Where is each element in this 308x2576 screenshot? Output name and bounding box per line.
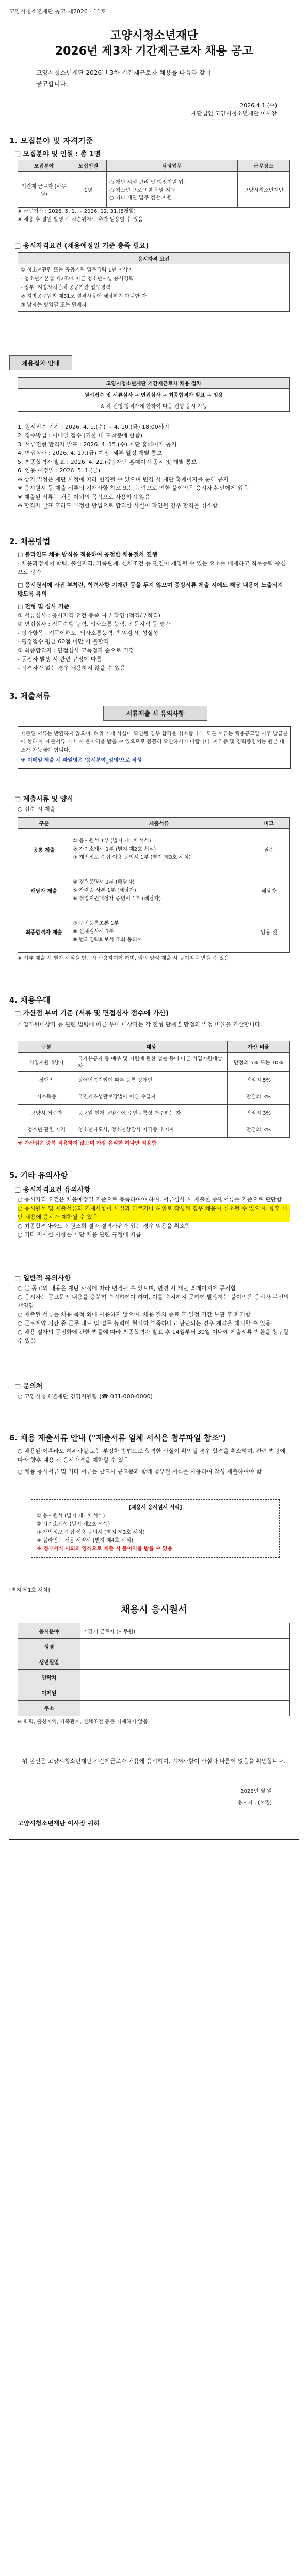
section-1-subtitle-2: □ 응시자격요건 (채용예정일 기준 충족 필요) xyxy=(14,242,149,250)
cell-count: 1명 xyxy=(70,172,107,208)
form-guide-box-item: ④ 블라인드 채용 서약서 (별지 제4호 서식) xyxy=(37,1538,134,1544)
form-title: 채용시 응시원서 xyxy=(121,1604,187,1615)
form-table-wrap xyxy=(18,1623,290,1726)
submission-notice-text: 제출된 서류는 반환하지 않으며, 허위 기재 사실이 확인될 경우 합격을 취소합니다. 모든 서류는 채용공고일 이후 발급분에 한하며, 제출서류 미비 시 불이익을 받을 수 있으므로 꼼꼼히 확인하시기 바랍니다. 자격증 및 경력증명서는 원본 대조가 가능해야 합니다. xyxy=(21,731,288,753)
requirement-item: ① 청소년관련 또는 공공기관 업무경력 1년 이상자 xyxy=(21,267,133,273)
notice-date: 2026.4.1.(수) xyxy=(240,102,277,109)
procedure-list xyxy=(18,422,290,510)
procedure-item: ※ 제출된 서류는 채용 이외의 목적으로 사용하지 않음 xyxy=(18,494,150,500)
bonus-note: ※ 가산점은 중복 적용하지 않으며 가장 유리한 하나만 적용함 xyxy=(18,1141,157,1146)
requirement-item: ② 지방공무원법 제31조 결격사유에 해당하지 아니한 자 xyxy=(21,294,147,299)
form-lined-area xyxy=(18,1850,290,2576)
col-header-place: 근무장소 xyxy=(238,160,290,172)
bonus-cell: 장애인복지법에 따른 등록 장애인 xyxy=(75,1072,228,1088)
procedure-note: ※ 각 전형 합격자에 한하여 다음 전형 응시 가능 xyxy=(18,400,290,412)
bonus-subtitle: □ 가산점 부여 기준 (서류 및 면접심사 점수에 가산) xyxy=(14,1010,169,1018)
documents-table-wrap xyxy=(18,817,290,963)
caution-item: ○ 응시원서 및 제출서류의 기재사항이 사실과 다르거나 허위로 작성된 경우 채용이 취소될 수 있으며, 향후 재단 채용에 응시가 제한될 수 있음 xyxy=(18,1204,290,1222)
requirement-item: - 청소년기본법 제2조에 따른 청소년시설 종사경력 xyxy=(21,276,134,282)
caution-list-1 xyxy=(18,1195,290,1239)
doc-col-header: 비고 xyxy=(248,818,290,829)
procedure-header: 고양시청소년재단 기간제근로자 채용 절차 xyxy=(18,378,290,389)
organization-title: 고양시청소년재단 xyxy=(110,29,198,42)
section-2-title: 2. 채용방법 xyxy=(9,537,51,546)
bonus-cell: 국가유공자 등 예우 및 지원에 관한 법률 등에 따른 취업지원대상자 xyxy=(75,1053,228,1072)
bonus-cell: 장애인 xyxy=(18,1072,75,1088)
section-1-title: 1. 모집분야 및 자격기준 xyxy=(9,136,93,145)
caution-list-2 xyxy=(18,1284,290,1345)
form-guide-p2: ○ 채용 응시서류 및 기타 서류는 반드시 공고문과 함께 첨부된 서식을 사용하여 작성 제출하여야 함 xyxy=(18,1468,262,1475)
bonus-cell: 공고일 현재 고양시에 주민등록상 거주하는 자 xyxy=(75,1105,228,1121)
submission-notice-filename: ※ 이메일 제출 시 파일명은 '응시분야_성명'으로 작성 xyxy=(21,758,142,764)
contact-title: □ 문의처 xyxy=(14,1383,43,1391)
form-signature: 응시자 : (서명) xyxy=(238,1800,272,1806)
doc-row-label: 해당자 제출 xyxy=(18,870,70,911)
doc-row-docs: ① 응시원서 1부 (별지 제1호 서식) ② 자기소개서 1부 (별지 제2호 서식) ③ 개인정보 수집·이용 동의서 1부 (별지 제3호 서식) xyxy=(70,829,248,870)
doc-row-label: 공통 제출 xyxy=(18,829,70,870)
procedure-item: 2. 접수방법 : 이메일 접수 (기한 내 도착분에 한함) xyxy=(18,432,143,439)
bonus-cell: 만점의 5% xyxy=(228,1072,290,1088)
documents-table xyxy=(18,817,290,953)
form-field-label: 주소 xyxy=(18,1701,80,1716)
notice-title: 2026년 제3차 기간제근로자 채용 공고 xyxy=(55,45,253,58)
doc-row-label: 최종합격자 제출 xyxy=(18,911,70,953)
form-guide-box-note: ※ 첨부서식 이외의 양식으로 제출 시 불이익을 받을 수 있음 xyxy=(37,1546,173,1552)
form-label: [별지 제1호 서식] xyxy=(9,1588,50,1594)
form-guide-box-item: ② 자기소개서 (별지 제2호 서식) xyxy=(37,1521,110,1527)
requirement-item: ③ 남자는 병역필 또는 면제자 xyxy=(21,302,87,308)
procedure-bar: 채용절차 안내 xyxy=(9,355,72,370)
method-item: - 평정점수 평균 60점 미만 시 불합격 xyxy=(18,638,109,645)
caution-subtitle-2: □ 일반적 유의사항 xyxy=(14,1275,71,1282)
documents-title: □ 제출서류 및 양식 xyxy=(14,795,73,803)
caution-item: ○ 제출된 서류는 채용 목적 외에 사용하지 않으며, 채용 절차 종료 후 일정 기간 보관 후 파기함 xyxy=(18,1311,251,1318)
procedure-item: 1. 원서접수 기간 : 2026. 4. 1.(수) ~ 4. 10.(금) 18:00까지 xyxy=(18,423,169,430)
bonus-cell: 만점의 3% xyxy=(228,1105,290,1121)
bonus-table-wrap xyxy=(18,1041,290,1148)
procedure-item: ※ 합격자 발표 후라도 부정한 방법으로 합격한 사실이 확인될 경우 합격을 취소함 xyxy=(18,502,218,509)
procedure-table-wrap xyxy=(18,377,290,412)
col-header-field: 모집분야 xyxy=(18,160,70,172)
bonus-cell: 취업지원대상자 xyxy=(18,1053,75,1072)
doc-row-note: 임용 전 xyxy=(248,911,290,953)
bonus-col-header: 구분 xyxy=(18,1041,75,1053)
form-field-input[interactable] xyxy=(80,1639,290,1654)
section-6-title: 6. 채용 제출서류 안내 ("제출서류 일체 서식은 첨부파일 참조") xyxy=(9,1433,226,1443)
bonus-text: 취업지원대상자 등 관련 법령에 따른 우대 대상자는 각 전형 단계별 만점의 일정 비율을 가산합니다. xyxy=(18,1021,262,1028)
cell-duties: ○ 재단 시설 관리 및 행정지원 업무 ○ 청소년 프로그램 운영 지원 ○ 기타 재단 업무 전반 지원 xyxy=(107,172,238,208)
form-field-label: 생년월일 xyxy=(18,1654,80,1670)
documents-note: ※ 서류 제출 시 별지 서식을 반드시 사용하여야 하며, 임의 양식 제출 시 불이익을 받을 수 있음 xyxy=(18,956,230,961)
cell-place: 고양시청소년재단 xyxy=(238,172,290,208)
form-field-input[interactable] xyxy=(80,1670,290,1685)
method-p3: □ 응시원서에 사진 부착란, 학력사항 기재란 등을 두지 않으며 증빙서류 제출 시에도 해당 내용이 노출되지 않도록 유의 xyxy=(18,582,283,597)
form-field-label: 연락처 xyxy=(18,1670,80,1685)
form-guide-box-item: ① 응시원서 (별지 제1호 서식) xyxy=(37,1513,105,1519)
form-footer: 고양시청소년재단 이사장 귀하 xyxy=(18,1820,100,1827)
procedure-item: ※ 응시원서 등 제출 서류의 기재사항 착오 또는 누락으로 인한 불이익은 응시자 본인에게 있음 xyxy=(18,485,249,492)
caution-item: ○ 채용 절차의 공정화에 관한 법률에 따라 최종합격자 발표 후 14일부터 30일 이내에 제출서류 반환을 청구할 수 있음 xyxy=(18,1329,289,1344)
form-field-value: 기간제 근로자 (사무원) xyxy=(80,1623,290,1639)
doc-col-header: 구분 xyxy=(18,818,70,829)
method-item: ③ 최종합격자 : 면접심사 고득점자 순으로 결정 xyxy=(18,647,134,654)
documents-subtitle: ○ 접수 시 제출 xyxy=(18,806,56,812)
caution-item: ○ 응시자격 요건은 채용예정일 기준으로 충족하여야 하며, 서류심사 시 제출한 증빙서류를 기준으로 판단함 xyxy=(18,1196,282,1203)
form-field-label: 이메일 xyxy=(18,1685,80,1701)
bonus-cell: 만점의 5% 또는 10% xyxy=(228,1053,290,1072)
bonus-cell: 고양시 거주자 xyxy=(18,1105,75,1121)
doc-row-docs: ④ 경력증명서 1부 (해당자) ⑤ 자격증 사본 1부 (해당자) ⑥ 취업지원대상자 증명서 1부 (해당자) xyxy=(70,870,248,911)
method-p1: □ 블라인드 채용 방식을 적용하여 공정한 채용절차 진행 xyxy=(18,551,157,558)
requirements-cell xyxy=(18,264,290,312)
method-text xyxy=(18,550,290,672)
procedure-item: 4. 면접심사 : 2026. 4. 17.(금) 예정, 세부 일정 개별 통보 xyxy=(18,450,163,456)
bonus-cell: 만점의 3% xyxy=(228,1121,290,1138)
procedure-item: ※ 상기 일정은 재단 사정에 따라 변경될 수 있으며 변경 시 재단 홈페이지를 통해 공지 xyxy=(18,476,229,483)
method-item: - 적격자가 없는 경우 채용하지 않을 수 있음 xyxy=(18,665,126,671)
method-p4: □ 전형 및 심사 기준 xyxy=(18,603,70,610)
positions-table xyxy=(18,160,290,208)
form-guide-box-title: [채용시 응시원서 서식] xyxy=(128,1505,182,1511)
bonus-cell: 만점의 3% xyxy=(228,1088,290,1105)
cell-field: 기간제 근로자 (사무원) xyxy=(18,172,70,208)
form-date: 2026년 월 일 xyxy=(240,1789,272,1794)
positions-table-wrap xyxy=(18,160,290,224)
form-field-label: 성명 xyxy=(18,1639,80,1654)
bonus-cell: 국민기초생활보장법에 따른 수급자 xyxy=(75,1088,228,1105)
caution-item: ○ 기타 자세한 사항은 재단 채용 관련 규정에 따름 xyxy=(18,1231,141,1238)
form-statement: 위 본인은 고양시청소년재단 기간제근로자 채용에 응시하며, 기재사항이 사실과 다름이 없음을 확인합니다. xyxy=(22,1758,285,1765)
intro-line-2: 공고합니다. xyxy=(36,80,68,88)
form-field-label: 응시분야 xyxy=(18,1623,80,1639)
bonus-cell: 청소년 관련 자격 xyxy=(18,1121,75,1138)
section-4-title: 4. 채용우대 xyxy=(9,995,51,1005)
method-item: ② 면접심사 : 직무수행 능력, 의사소통 능력, 전문지식 등 평가 xyxy=(18,621,171,628)
caution-subtitle-1: □ 응시자격요건 유의사항 xyxy=(14,1186,90,1194)
caution-item: ○ 응시자는 공고문의 내용을 충분히 숙지하여야 하며, 이를 숙지하지 못하여 발생하는 불이익은 응시자 본인의 책임임 xyxy=(18,1294,289,1309)
procedure-item: 5. 최종합격자 발표 : 2026. 4. 22.(수) 재단 홈페이지 공지 및 개별 통보 xyxy=(18,459,197,465)
form-field-input[interactable] xyxy=(80,1685,290,1701)
doc-row-note: 해당자 xyxy=(248,870,290,911)
doc-col-header: 제출서류 xyxy=(70,818,248,829)
col-header-duties: 담당업무 xyxy=(107,160,238,172)
procedure-item: 3. 서류전형 합격자 발표 : 2026. 4. 15.(수) 재단 홈페이지 공지 xyxy=(18,441,177,448)
form-divider xyxy=(9,1839,299,1840)
method-item: - 동점자 발생 시 관련 규정에 따름 xyxy=(18,656,102,663)
intro-text xyxy=(36,67,273,90)
procedure-table xyxy=(18,377,290,412)
section-3-title: 3. 제출서류 xyxy=(9,691,51,701)
procedure-item: 6. 임용 예정일 : 2026. 5. 1.(금) xyxy=(18,467,101,474)
caution-item: ○ 근로계약 기간 중 근무 태도 및 업무 능력이 현저히 부족하다고 판단되는 경우 계약을 해지할 수 있음 xyxy=(18,1320,271,1327)
doc-row-docs: ⑦ 주민등록초본 1부 ⑧ 신체검사서 1부 ⑨ 범죄경력회보서 조회 동의서 xyxy=(70,911,248,953)
caution-item: ○ 최종합격자라도 신원조회 결과 결격사유가 있는 경우 임용을 취소함 xyxy=(18,1223,191,1229)
form-guide-text xyxy=(18,1447,290,1476)
requirements-header: 응시자격 요건 xyxy=(18,253,290,264)
col-header-count: 모집인원 xyxy=(70,160,107,172)
doc-row-note: 필수 xyxy=(248,829,290,870)
intro-line-1: 고양시청소년재단 2026년 3차 기간제근로자 채용을 다음과 같이 xyxy=(36,69,212,76)
section-1-subtitle: □ 모집분야 및 인원 : 총 1명 xyxy=(14,150,101,158)
requirement-item: - 정부, 지방자치단체 공공기관 업무경력 xyxy=(21,285,111,291)
method-item: - 평가항목 : 직무이해도, 의사소통능력, 책임감 및 성실성 xyxy=(18,630,158,636)
requirements-table-wrap xyxy=(18,252,290,312)
bonus-cell: 저소득층 xyxy=(18,1088,75,1105)
form-guide-box-item: ③ 개인정보 수집·이용 동의서 (별지 제3호 서식) xyxy=(37,1530,145,1535)
section-5-title: 5. 기타 유의사항 xyxy=(9,1171,68,1180)
requirements-table xyxy=(18,252,290,312)
bonus-col-header: 대상 xyxy=(75,1041,228,1053)
form-guide-box xyxy=(31,1499,280,1558)
notice-number: 고양시청소년재단 공고 제2026 - 11호 xyxy=(9,8,106,15)
submission-notice-box xyxy=(18,726,291,769)
submission-bar: 서류제출 시 유의사항 xyxy=(103,706,207,721)
table-note-2: ※ 채용 후 결원 발생 시 차순위자로 추가 임용할 수 있음 xyxy=(18,217,143,223)
bonus-cell: 청소년지도사, 청소년상담사 자격증 소지자 xyxy=(75,1121,228,1138)
application-form-table xyxy=(18,1623,290,1716)
procedure-flow: 원서접수 및 서류심사 → 면접심사 → 최종합격자 발표 → 임용 xyxy=(18,389,290,400)
bonus-table xyxy=(18,1041,290,1138)
contact-text: ○ 고양시청소년재단 경영지원팀 (☎ 031-000-0000) xyxy=(18,1393,153,1400)
form-line xyxy=(18,1850,290,1855)
bonus-col-header: 가산 비율 xyxy=(228,1041,290,1053)
method-item: ① 서류심사 : 응시자격 요건 충족 여부 확인 (적격/부적격) xyxy=(18,612,160,619)
method-p2: - 채용과정에서 학력, 출신지역, 가족관계, 신체조건 등 편견이 개입될 수 있는 요소를 배제하고 직무능력 중심으로 평가 xyxy=(18,560,286,575)
notice-issuer: 재단법인 고양시청소년재단 이사장 xyxy=(191,110,277,117)
form-note: ※ 학력, 출신지역, 가족관계, 신체조건 등은 기재하지 않음 xyxy=(18,1719,148,1725)
form-guide-p1: ○ 채용된 이후라도 허위사실 또는 부정한 방법으로 합격한 사실이 확인될 경우 합격을 취소하며, 관련 법령에 따라 향후 채용 시 응시자격을 제한할 수 있음 xyxy=(18,1448,285,1463)
form-field-input[interactable] xyxy=(80,1701,290,1716)
caution-item: ○ 본 공고의 내용은 재단 사정에 따라 변경될 수 있으며, 변경 시 재단 홈페이지에 공지함 xyxy=(18,1285,236,1292)
form-field-input[interactable] xyxy=(80,1654,290,1670)
table-note-1: ※ 근무기간 : 2026. 5. 1. ~ 2026. 12. 31.(8개월) xyxy=(18,209,136,214)
